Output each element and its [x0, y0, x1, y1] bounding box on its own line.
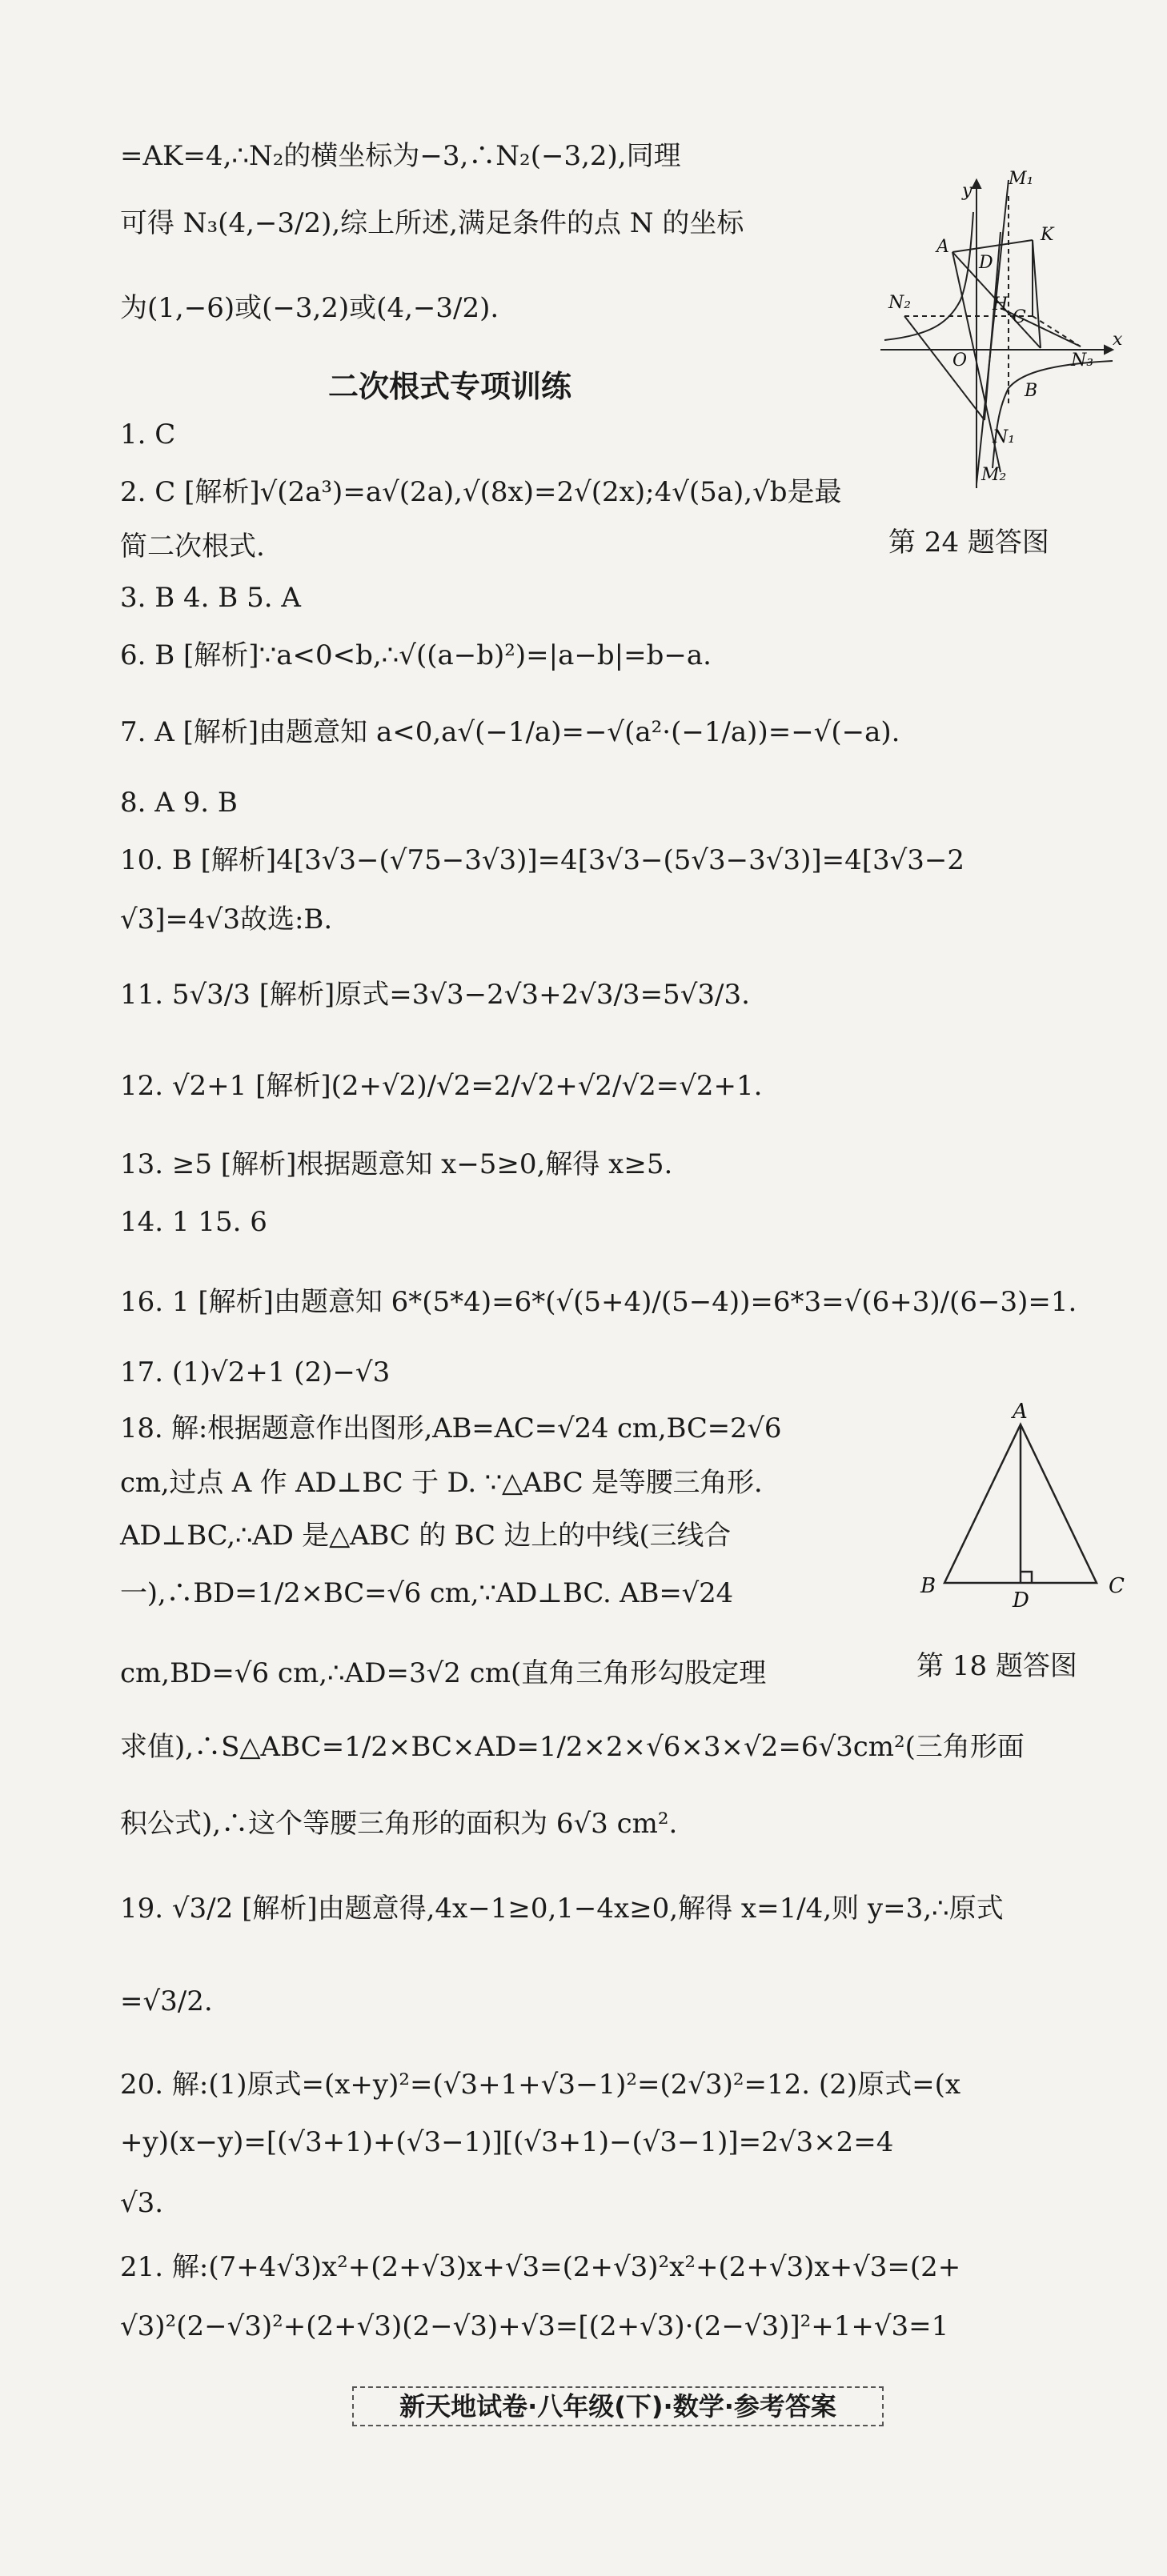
answer-line: 1. C — [120, 419, 176, 451]
fig18-label-a: A — [1013, 1400, 1028, 1424]
fig24-label-d: D — [979, 253, 993, 273]
answer-line: cm,过点 A 作 AD⊥BC 于 D. ∵△ABC 是等腰三角形. — [120, 1467, 763, 1499]
answer-line: 积公式),∴这个等腰三角形的面积为 6√3 cm². — [120, 1808, 678, 1840]
intro-line-1: =AK=4,∴N₂的横坐标为−3,∴N₂(−3,2),同理 — [120, 140, 681, 172]
figure-24-diagram — [872, 164, 1129, 488]
answer-line: +y)(x−y)=[(√3+1)+(√3−1)][(√3+1)−(√3−1)]=2√3×2=4 — [120, 2126, 894, 2158]
fig24-label-c: C — [1013, 307, 1026, 327]
figure-24-caption: 第 24 题答图 — [888, 527, 1049, 559]
section-title: 二次根式专项训练 — [328, 369, 572, 404]
fig18-label-b: B — [920, 1574, 936, 1598]
fig24-label-a: A — [936, 237, 949, 257]
answer-line: 13. ≥5 [解析]根据题意知 x−5≥0,解得 x≥5. — [120, 1148, 673, 1180]
intro-line-2: 可得 N₃(4,−3/2),综上所述,满足条件的点 N 的坐标 — [120, 207, 744, 239]
answer-line: 19. √3/2 [解析]由题意得,4x−1≥0,1−4x≥0,解得 x=1/4,则 y=3,∴原式 — [120, 1893, 1004, 1925]
answer-line: 11. 5√3/3 [解析]原式=3√3−2√3+2√3/3=5√3/3. — [120, 979, 750, 1011]
answer-line: 一),∴BD=1/2×BC=√6 cm,∵AD⊥BC. AB=√24 — [120, 1577, 733, 1609]
fig24-label-n3: N₃ — [1071, 351, 1094, 371]
answer-line: √3]=4√3故选:B. — [120, 903, 333, 935]
fig24-label-k: K — [1041, 225, 1054, 245]
page-footer: 新天地试卷·八年级(下)·数学·参考答案 — [352, 2386, 884, 2426]
fig24-label-n1: N₁ — [993, 427, 1016, 447]
answer-line: 20. 解:(1)原式=(x+y)²=(√3+1+√3−1)²=(2√3)²=12. (2)原式=(x — [120, 2069, 961, 2101]
answer-line: AD⊥BC,∴AD 是△ABC 的 BC 边上的中线(三线合 — [120, 1520, 731, 1552]
figure-18-caption: 第 18 题答图 — [916, 1650, 1077, 1682]
fig24-label-m2: M₂ — [981, 465, 1007, 485]
fig18-label-c: C — [1109, 1574, 1125, 1598]
answer-line: 7. A [解析]由题意知 a<0,a√(−1/a)=−√(a²·(−1/a))=−√(−a). — [120, 716, 900, 748]
answer-line: =√3/2. — [120, 1985, 213, 2017]
answer-line: 21. 解:(7+4√3)x²+(2+√3)x+√3=(2+√3)²x²+(2+√3)x+√3=(2+ — [120, 2251, 961, 2283]
answer-line: 求值),∴S△ABC=1/2×BC×AD=1/2×2×√6×3×√2=6√3cm²(三角形面 — [120, 1731, 1025, 1763]
answer-line: 16. 1 [解析]由题意知 6*(5*4)=6*(√(5+4)/(5−4))=6*3=√(6+3)/(6−3)=1. — [120, 1286, 1077, 1318]
fig24-label-x: x — [1113, 330, 1123, 350]
answer-line: 3. B 4. B 5. A — [120, 582, 301, 614]
answer-line: 10. B [解析]4[3√3−(√75−3√3)]=4[3√3−(5√3−3√3)]=4[3√3−2 — [120, 844, 965, 876]
fig24-label-b: B — [1025, 381, 1038, 401]
answer-line: 17. (1)√2+1 (2)−√3 — [120, 1356, 391, 1388]
figure-18-triangle — [912, 1400, 1145, 1613]
answer-line: √3)²(2−√3)²+(2+√3)(2−√3)+√3=[(2+√3)·(2−√3)]²+1+√3=1 — [120, 2310, 949, 2342]
answer-line: 简二次根式. — [120, 531, 265, 563]
fig24-label-m1: M₁ — [1009, 169, 1034, 189]
answer-line: 2. C [解析]√(2a³)=a√(2a),√(8x)=2√(2x);4√(5a),√b是最 — [120, 476, 842, 508]
answer-line: 18. 解:根据题意作出图形,AB=AC=√24 cm,BC=2√6 — [120, 1412, 782, 1444]
answer-line: 12. √2+1 [解析](2+√2)/√2=2/√2+√2/√2=√2+1. — [120, 1070, 763, 1102]
fig24-label-y: y — [962, 181, 972, 201]
answer-line: √3. — [120, 2187, 164, 2219]
answer-line: 14. 1 15. 6 — [120, 1206, 267, 1238]
fig18-label-d: D — [1013, 1588, 1029, 1613]
intro-line-3: 为(1,−6)或(−3,2)或(4,−3/2). — [120, 292, 499, 324]
answer-line: 8. A 9. B — [120, 787, 238, 819]
fig24-label-h: H — [993, 294, 1009, 314]
answer-line: cm,BD=√6 cm,∴AD=3√2 cm(直角三角形勾股定理 — [120, 1657, 767, 1689]
answer-line: 6. B [解析]∵a<0<b,∴√((a−b)²)=|a−b|=b−a. — [120, 639, 712, 671]
fig24-label-n2: N₂ — [888, 293, 912, 313]
fig24-label-o: O — [952, 351, 968, 371]
